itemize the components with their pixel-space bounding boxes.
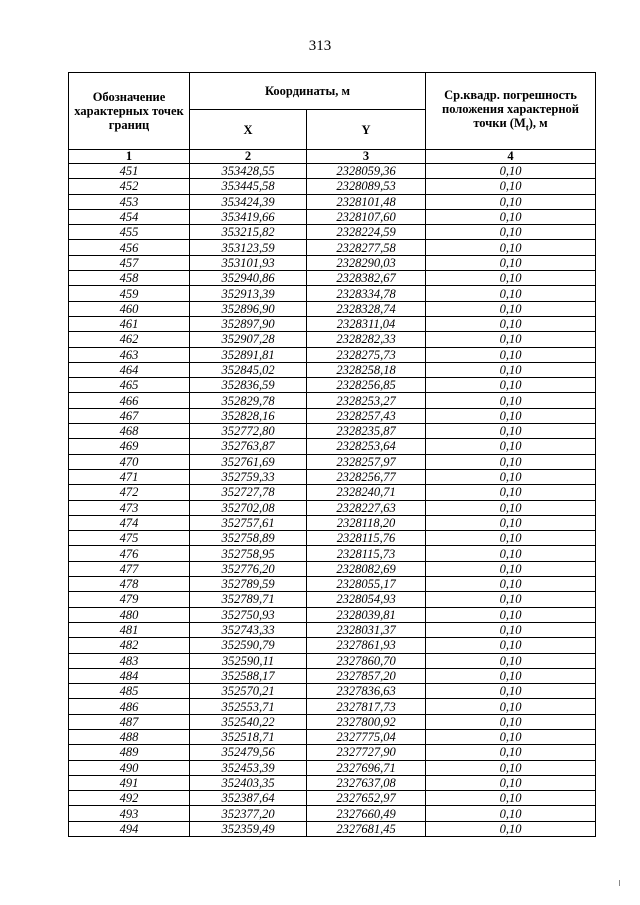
point-id-cell: 471 (69, 469, 190, 484)
x-coordinate-cell: 353101,93 (190, 255, 307, 270)
point-id-cell: 457 (69, 255, 190, 270)
error-cell: 0,10 (426, 775, 596, 790)
point-id-cell: 480 (69, 607, 190, 622)
table-row (69, 271, 596, 286)
point-id-cell: 466 (69, 393, 190, 408)
x-coordinate-cell: 352829,78 (190, 393, 307, 408)
x-coordinate-cell: 352761,69 (190, 454, 307, 469)
point-id-cell: 474 (69, 515, 190, 530)
table-row (69, 607, 596, 622)
x-coordinate-cell: 352590,11 (190, 653, 307, 668)
table-row (69, 821, 596, 836)
x-coordinate-cell: 352897,90 (190, 316, 307, 331)
point-id-cell: 491 (69, 775, 190, 790)
point-id-cell: 493 (69, 806, 190, 821)
point-id-cell: 468 (69, 424, 190, 439)
x-coordinate-cell: 352750,93 (190, 607, 307, 622)
y-coordinate-cell: 2328039,81 (307, 607, 426, 622)
error-cell: 0,10 (426, 179, 596, 194)
header-point-designation: Обозначение характерных точек границ (69, 73, 190, 150)
x-coordinate-cell: 352758,95 (190, 546, 307, 561)
y-coordinate-cell: 2328277,58 (307, 240, 426, 255)
error-cell: 0,10 (426, 424, 596, 439)
x-coordinate-cell: 352758,89 (190, 531, 307, 546)
x-coordinate-cell: 352913,39 (190, 286, 307, 301)
table-row (69, 622, 596, 637)
error-cell: 0,10 (426, 408, 596, 423)
point-id-cell: 479 (69, 592, 190, 607)
y-coordinate-cell: 2328240,71 (307, 485, 426, 500)
table-row (69, 179, 596, 194)
error-cell: 0,10 (426, 531, 596, 546)
y-coordinate-cell: 2327652,97 (307, 791, 426, 806)
y-coordinate-cell: 2328257,97 (307, 454, 426, 469)
x-coordinate-cell: 352553,71 (190, 699, 307, 714)
x-coordinate-cell: 352907,28 (190, 332, 307, 347)
table-row (69, 408, 596, 423)
y-coordinate-cell: 2328256,85 (307, 378, 426, 393)
table-row (69, 485, 596, 500)
x-coordinate-cell: 352387,64 (190, 791, 307, 806)
error-cell: 0,10 (426, 607, 596, 622)
table-row (69, 729, 596, 744)
x-coordinate-cell: 352836,59 (190, 378, 307, 393)
column-number: 4 (426, 150, 596, 164)
table-row (69, 424, 596, 439)
y-coordinate-cell: 2328256,77 (307, 469, 426, 484)
x-coordinate-cell: 352896,90 (190, 301, 307, 316)
x-coordinate-cell: 352845,02 (190, 362, 307, 377)
header-error-suffix: ), м (528, 115, 548, 130)
y-coordinate-cell: 2327800,92 (307, 714, 426, 729)
table-row (69, 699, 596, 714)
error-cell: 0,10 (426, 760, 596, 775)
y-coordinate-cell: 2328107,60 (307, 209, 426, 224)
error-cell: 0,10 (426, 347, 596, 362)
point-id-cell: 463 (69, 347, 190, 362)
x-coordinate-cell: 352772,80 (190, 424, 307, 439)
error-cell: 0,10 (426, 500, 596, 515)
table-body (69, 164, 596, 837)
table-row (69, 225, 596, 240)
header-error-prefix: Ср.квадр. погрешность положения характерной точки (M (442, 87, 580, 130)
point-id-cell: 475 (69, 531, 190, 546)
table-row (69, 745, 596, 760)
point-id-cell: 488 (69, 729, 190, 744)
point-id-cell: 494 (69, 821, 190, 836)
x-coordinate-cell: 352940,86 (190, 271, 307, 286)
table-row (69, 653, 596, 668)
y-coordinate-cell: 2327660,49 (307, 806, 426, 821)
error-cell: 0,10 (426, 806, 596, 821)
x-coordinate-cell: 352743,33 (190, 622, 307, 637)
point-id-cell: 469 (69, 439, 190, 454)
error-cell: 0,10 (426, 668, 596, 683)
table-row (69, 393, 596, 408)
point-id-cell: 490 (69, 760, 190, 775)
point-id-cell: 487 (69, 714, 190, 729)
x-coordinate-cell: 352359,49 (190, 821, 307, 836)
y-coordinate-cell: 2327857,20 (307, 668, 426, 683)
table-row (69, 638, 596, 653)
y-coordinate-cell: 2328311,04 (307, 316, 426, 331)
point-id-cell: 486 (69, 699, 190, 714)
x-coordinate-cell: 352891,81 (190, 347, 307, 362)
point-id-cell: 453 (69, 194, 190, 209)
point-id-cell: 455 (69, 225, 190, 240)
error-cell: 0,10 (426, 301, 596, 316)
x-coordinate-cell: 353215,82 (190, 225, 307, 240)
table-row (69, 684, 596, 699)
x-coordinate-cell: 353445,58 (190, 179, 307, 194)
y-coordinate-cell: 2328382,67 (307, 271, 426, 286)
y-coordinate-cell: 2328101,48 (307, 194, 426, 209)
table-row (69, 775, 596, 790)
header-error-subscript: t (525, 122, 529, 133)
table-row (69, 378, 596, 393)
table-row (69, 531, 596, 546)
header-coordinates: Координаты, м (190, 73, 426, 110)
y-coordinate-cell: 2328227,63 (307, 500, 426, 515)
point-id-cell: 470 (69, 454, 190, 469)
y-coordinate-cell: 2328082,69 (307, 561, 426, 576)
x-coordinate-cell: 352828,16 (190, 408, 307, 423)
error-cell: 0,10 (426, 469, 596, 484)
error-cell: 0,10 (426, 638, 596, 653)
y-coordinate-cell: 2327727,90 (307, 745, 426, 760)
error-cell: 0,10 (426, 653, 596, 668)
header-error (426, 73, 596, 150)
y-coordinate-cell: 2328055,17 (307, 577, 426, 592)
table-row (69, 714, 596, 729)
point-id-cell: 467 (69, 408, 190, 423)
table-row (69, 546, 596, 561)
error-cell: 0,10 (426, 485, 596, 500)
page-number: 313 (308, 38, 332, 54)
point-id-cell: 478 (69, 577, 190, 592)
y-coordinate-cell: 2327836,63 (307, 684, 426, 699)
x-coordinate-cell: 352789,59 (190, 577, 307, 592)
x-coordinate-cell: 352540,22 (190, 714, 307, 729)
table-row (69, 286, 596, 301)
y-coordinate-cell: 2328290,03 (307, 255, 426, 270)
point-id-cell: 464 (69, 362, 190, 377)
error-cell: 0,10 (426, 378, 596, 393)
error-cell: 0,10 (426, 225, 596, 240)
error-cell: 0,10 (426, 209, 596, 224)
x-coordinate-cell: 352377,20 (190, 806, 307, 821)
x-coordinate-cell: 352759,33 (190, 469, 307, 484)
error-cell: 0,10 (426, 546, 596, 561)
x-coordinate-cell: 352518,71 (190, 729, 307, 744)
x-coordinate-cell: 352588,17 (190, 668, 307, 683)
x-coordinate-cell: 353428,55 (190, 164, 307, 179)
point-id-cell: 476 (69, 546, 190, 561)
x-coordinate-cell: 352789,71 (190, 592, 307, 607)
point-id-cell: 458 (69, 271, 190, 286)
point-id-cell: 477 (69, 561, 190, 576)
error-cell: 0,10 (426, 164, 596, 179)
column-number-row (69, 150, 596, 164)
error-cell: 0,10 (426, 561, 596, 576)
y-coordinate-cell: 2328328,74 (307, 301, 426, 316)
x-coordinate-cell: 352757,61 (190, 515, 307, 530)
error-cell: 0,10 (426, 316, 596, 331)
point-id-cell: 481 (69, 622, 190, 637)
error-cell: 0,10 (426, 194, 596, 209)
table-row (69, 577, 596, 592)
table-row (69, 806, 596, 821)
x-coordinate-cell: 352727,78 (190, 485, 307, 500)
y-coordinate-cell: 2327860,70 (307, 653, 426, 668)
error-cell: 0,10 (426, 271, 596, 286)
y-coordinate-cell: 2328118,20 (307, 515, 426, 530)
coordinates-table (68, 72, 596, 837)
x-coordinate-cell: 352479,56 (190, 745, 307, 760)
table-row (69, 500, 596, 515)
error-cell: 0,10 (426, 714, 596, 729)
column-number: 3 (307, 150, 426, 164)
error-cell: 0,10 (426, 729, 596, 744)
x-coordinate-cell: 352590,79 (190, 638, 307, 653)
table-row (69, 791, 596, 806)
y-coordinate-cell: 2328253,27 (307, 393, 426, 408)
table-row (69, 164, 596, 179)
error-cell: 0,10 (426, 255, 596, 270)
table-row (69, 332, 596, 347)
error-cell: 0,10 (426, 699, 596, 714)
table-row (69, 760, 596, 775)
point-id-cell: 489 (69, 745, 190, 760)
point-id-cell: 454 (69, 209, 190, 224)
error-cell: 0,10 (426, 791, 596, 806)
x-coordinate-cell: 353123,59 (190, 240, 307, 255)
y-coordinate-cell: 2328253,64 (307, 439, 426, 454)
x-coordinate-cell: 352702,08 (190, 500, 307, 515)
error-cell: 0,10 (426, 577, 596, 592)
point-id-cell: 465 (69, 378, 190, 393)
table-row (69, 301, 596, 316)
table-row (69, 515, 596, 530)
table-row (69, 316, 596, 331)
y-coordinate-cell: 2328059,36 (307, 164, 426, 179)
column-number: 1 (69, 150, 190, 164)
point-id-cell: 452 (69, 179, 190, 194)
point-id-cell: 461 (69, 316, 190, 331)
y-coordinate-cell: 2328115,76 (307, 531, 426, 546)
y-coordinate-cell: 2328275,73 (307, 347, 426, 362)
table-row (69, 240, 596, 255)
point-id-cell: 459 (69, 286, 190, 301)
error-cell: 0,10 (426, 684, 596, 699)
error-cell: 0,10 (426, 454, 596, 469)
y-coordinate-cell: 2327861,93 (307, 638, 426, 653)
x-coordinate-cell: 352763,87 (190, 439, 307, 454)
table-row (69, 362, 596, 377)
error-cell: 0,10 (426, 622, 596, 637)
y-coordinate-cell: 2328031,37 (307, 622, 426, 637)
table-row (69, 561, 596, 576)
error-cell: 0,10 (426, 332, 596, 347)
error-cell: 0,10 (426, 286, 596, 301)
point-id-cell: 483 (69, 653, 190, 668)
y-coordinate-cell: 2327637,08 (307, 775, 426, 790)
point-id-cell: 473 (69, 500, 190, 515)
scan-mark (619, 880, 620, 886)
table-row (69, 209, 596, 224)
y-coordinate-cell: 2327681,45 (307, 821, 426, 836)
point-id-cell: 456 (69, 240, 190, 255)
y-coordinate-cell: 2328054,93 (307, 592, 426, 607)
point-id-cell: 492 (69, 791, 190, 806)
y-coordinate-cell: 2328282,33 (307, 332, 426, 347)
y-coordinate-cell: 2328115,73 (307, 546, 426, 561)
error-cell: 0,10 (426, 393, 596, 408)
point-id-cell: 485 (69, 684, 190, 699)
column-number: 2 (190, 150, 307, 164)
table-row (69, 454, 596, 469)
y-coordinate-cell: 2328089,53 (307, 179, 426, 194)
point-id-cell: 460 (69, 301, 190, 316)
y-coordinate-cell: 2328258,18 (307, 362, 426, 377)
x-coordinate-cell: 353424,39 (190, 194, 307, 209)
point-id-cell: 482 (69, 638, 190, 653)
error-cell: 0,10 (426, 821, 596, 836)
header-x: X (190, 110, 307, 150)
point-id-cell: 462 (69, 332, 190, 347)
x-coordinate-cell: 352403,35 (190, 775, 307, 790)
x-coordinate-cell: 352570,21 (190, 684, 307, 699)
x-coordinate-cell: 352453,39 (190, 760, 307, 775)
table-row (69, 668, 596, 683)
y-coordinate-cell: 2328257,43 (307, 408, 426, 423)
table-row (69, 194, 596, 209)
point-id-cell: 484 (69, 668, 190, 683)
table-row (69, 255, 596, 270)
x-coordinate-cell: 353419,66 (190, 209, 307, 224)
header-y: Y (307, 110, 426, 150)
x-coordinate-cell: 352776,20 (190, 561, 307, 576)
y-coordinate-cell: 2328224,59 (307, 225, 426, 240)
error-cell: 0,10 (426, 240, 596, 255)
error-cell: 0,10 (426, 592, 596, 607)
error-cell: 0,10 (426, 362, 596, 377)
y-coordinate-cell: 2327775,04 (307, 729, 426, 744)
y-coordinate-cell: 2328334,78 (307, 286, 426, 301)
y-coordinate-cell: 2328235,87 (307, 424, 426, 439)
table-row (69, 592, 596, 607)
y-coordinate-cell: 2327817,73 (307, 699, 426, 714)
error-cell: 0,10 (426, 439, 596, 454)
table-row (69, 347, 596, 362)
point-id-cell: 472 (69, 485, 190, 500)
error-cell: 0,10 (426, 515, 596, 530)
y-coordinate-cell: 2327696,71 (307, 760, 426, 775)
point-id-cell: 451 (69, 164, 190, 179)
table-row (69, 439, 596, 454)
error-cell: 0,10 (426, 745, 596, 760)
table-row (69, 469, 596, 484)
